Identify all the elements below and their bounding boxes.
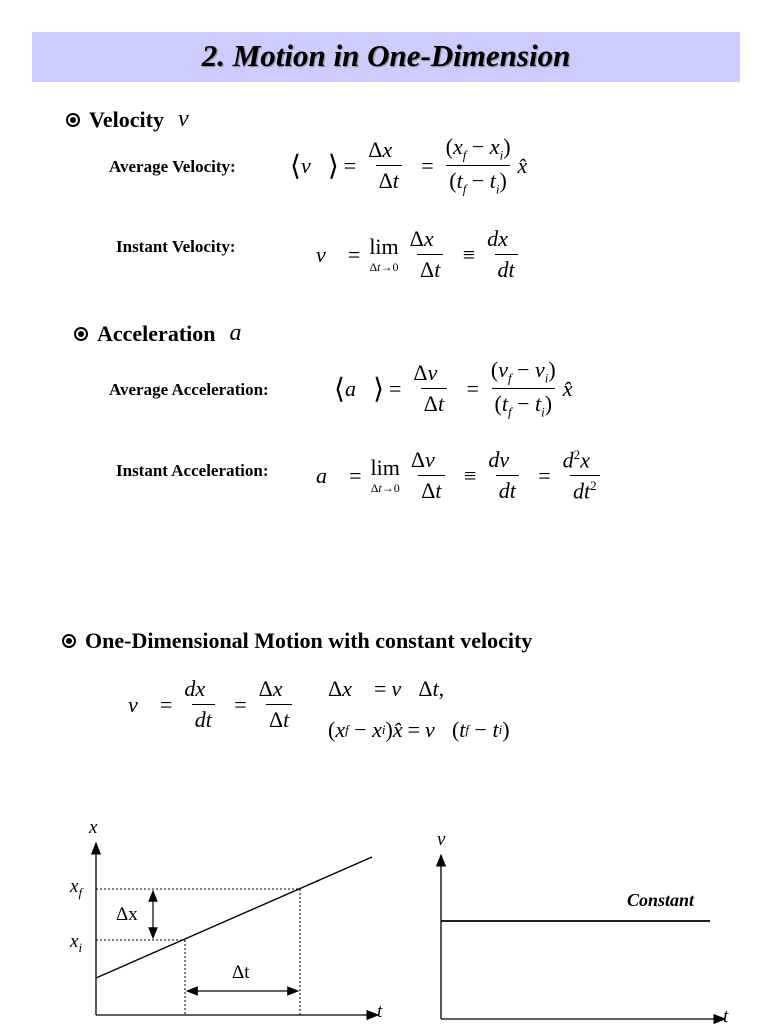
- average-velocity-label: Average Velocity:: [109, 157, 236, 176]
- t-axis-label: t: [377, 1001, 383, 1022]
- velocity-heading-text: Velocity: [89, 106, 164, 132]
- instant-velocity-equation: v⃗ = lim Δt→0 $\frac{\Delta x⃗}{\Delta t}$ ≡ $\frac{dx⃗}{dt}$: [316, 226, 526, 282]
- instant-acceleration-equation: a⃗ = lim Δt→0 $\frac{\Delta v⃗}{\Delta t}$ ≡ $\frac{dv⃗}{dt}$ = $\frac{d^2x⃗}{dt^2}$: [316, 447, 608, 504]
- average-velocity-equation: ⟨ v⃗ ⟩ = $\frac{\Delta x⃗}{\Delta t}$ = $\frac{(x_f - x_i)}{(t_f - t_i)}$ x̂: [290, 134, 528, 197]
- constant-annotation: Constant: [627, 890, 695, 910]
- acceleration-heading-text: Acceleration: [97, 320, 216, 346]
- velocity-time-graph: [420, 845, 750, 1024]
- xi-label: $x_i$: [70, 931, 83, 955]
- xf-label: $x_f$: [70, 876, 83, 900]
- page-title: 2. Motion in One-Dimension: [201, 38, 571, 73]
- target-bullet-icon: [62, 634, 76, 648]
- x-axis-label: x: [89, 817, 98, 838]
- acceleration-heading: [74, 320, 260, 347]
- average-acceleration-label: Average Acceleration:: [109, 380, 269, 399]
- velocity-symbol: v⃗: [177, 106, 208, 132]
- constant-velocity-definition: v⃗ = $\frac{dx⃗}{dt}$ = $\frac{\Delta x⃗}{\Delta t}$: [128, 676, 300, 732]
- displacement-expanded-equation: ( x f − x i ) x̂ = v⃗ ( t f − t i ): [328, 717, 510, 742]
- constant-motion-heading-text: One-Dimensional Motion with constant velocity: [85, 628, 533, 653]
- v-axis-label: v: [437, 829, 446, 850]
- target-bullet-icon: [66, 113, 80, 127]
- displacement-equation: Δ x⃗ = v⃗ Δ t ,: [328, 676, 445, 701]
- velocity-heading: [66, 106, 207, 133]
- title-bar: [32, 32, 740, 82]
- target-bullet-icon: [74, 327, 88, 341]
- position-time-graph: [60, 815, 400, 1024]
- constant-motion-heading: [62, 628, 532, 654]
- delta-x-label: Δx: [116, 904, 138, 925]
- acceleration-symbol: a⃗: [229, 320, 261, 346]
- t-axis-label-v: t: [723, 1006, 729, 1027]
- average-acceleration-equation: ⟨ a⃗ ⟩ = $\frac{\Delta v⃗}{\Delta t}$ = $\frac{(v_f - v_i)}{(t_f - t_i)}$ x̂: [334, 357, 573, 420]
- instant-acceleration-label: Instant Acceleration:: [116, 461, 269, 480]
- instant-velocity-label: Instant Velocity:: [116, 237, 236, 256]
- delta-t-label: Δt: [232, 962, 250, 983]
